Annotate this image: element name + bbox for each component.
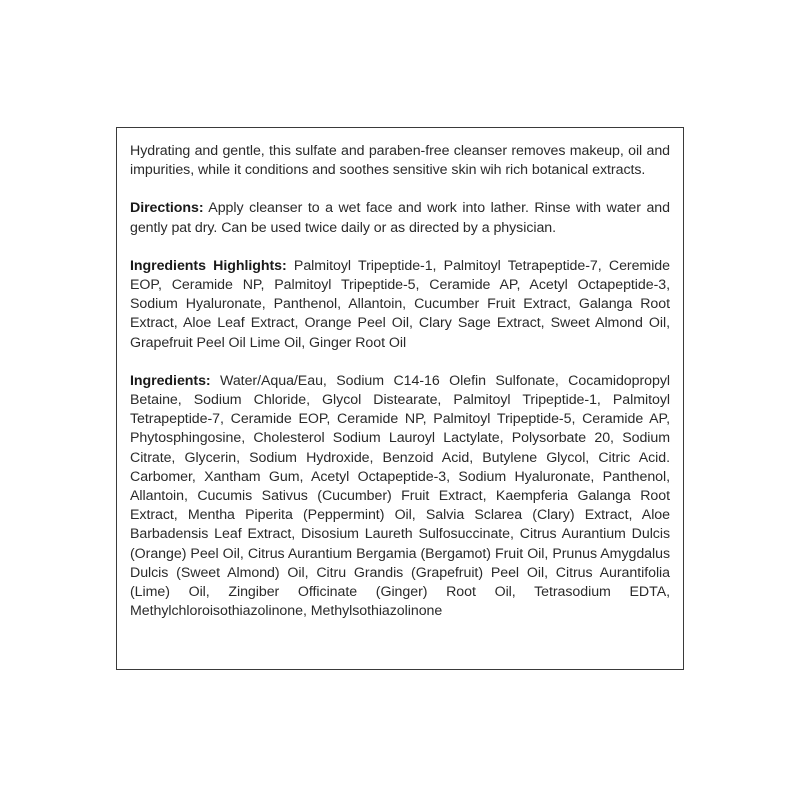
ingredients-label: Ingredients:: [130, 372, 211, 389]
product-label-box: [116, 127, 684, 670]
description-text: Hydrating and gentle, this sulfate and paraben-free cleanser removes makeup, oil and impurities, while it conditions and soothes sensitive skin wih rich botanical extracts.: [130, 143, 670, 179]
directions-label: Directions:: [130, 200, 204, 217]
ingredients-section: [130, 372, 670, 622]
ingredients-text: Water/Aqua/Eau, Sodium C14-16 Olefin Sulfonate, Cocamidopropyl Betaine, Sodium Chloride, Glycol Distearate, Palmitoyl Tripeptide-1, Palmitoyl Tetrapeptide-7, Ceramide EOP, Ceramide NP, Palmitoyl Tripeptide-5, Ceramide AP, Phytosphingosine, Cholesterol Sodium Lauroyl Lactylate, Polysorbate 20, Sodium Citrate, Glycerin, Sodium Hydroxide, Benzoid Acid, Butylene Glycol, Citric Acid. Carbomer, Xantham Gum, Acetyl Octapeptide-3, Sodium Hyaluronate, Panthenol, Allantoin, Cucumis Sativus (Cucumber) Fruit Extract, Kaempferia Galanga Root Extract, Mentha Piperita (Peppermint) Oil, Salvia Sclarea (Clary) Extract, Aloe Barbadensis Leaf Extract, Disosium Laureth Sulfosuccinate, Citrus Aurantium Dulcis (Orange) Peel Oil, Citrus Aurantium Bergamia (Bergamot) Fruit Oil, Prunus Amygdalus Dulcis (Sweet Almond) Oil, Citru Grandis (Grapefruit) Peel Oil, Citrus Aurantifolia (Lime) Oil, Zingiber Officinate (Ginger) Root Oil, Tetrasodium EDTA, Methylchloroisothiazolinone, Methylsothiazolinone: [130, 372, 670, 620]
ingredients-highlights-label: Ingredients Highlights:: [130, 257, 287, 274]
product-description: [130, 142, 670, 180]
directions-section: [130, 199, 670, 237]
directions-text: Apply cleanser to a wet face and work into lather. Rinse with water and gently pat dry. Can be used twice daily or as directed by a physician.: [130, 200, 670, 236]
ingredients-highlights-text: Palmitoyl Tripeptide-1, Palmitoyl Tetrapeptide-7, Ceremide EOP, Ceramide NP, Palmitoyl Tripeptide-5, Ceramide AP, Acetyl Octapeptide-3, Sodium Hyaluronate, Panthenol, Allantoin, Cucumber Fruit Extract, Galanga Root Extract, Aloe Leaf Extract, Orange Peel Oil, Clary Sage Extract, Sweet Almond Oil, Grapefruit Peel Oil Lime Oil, Ginger Root Oil: [130, 257, 670, 351]
ingredients-highlights-section: [130, 257, 670, 353]
